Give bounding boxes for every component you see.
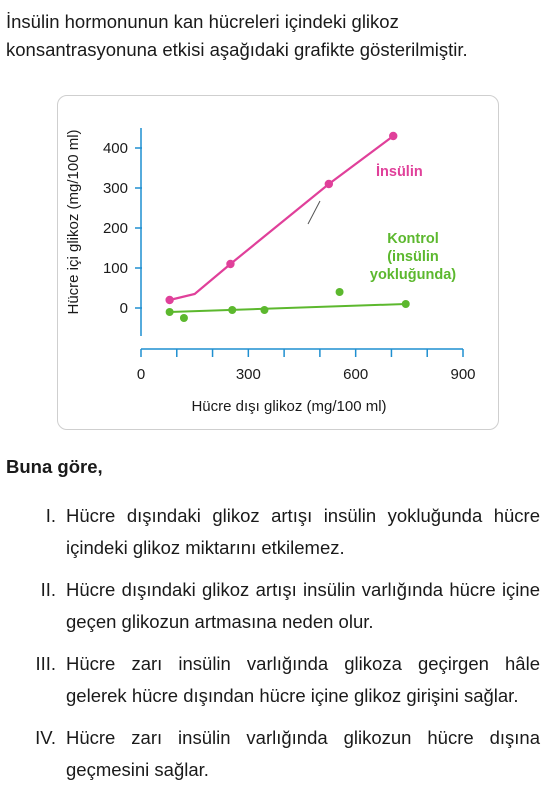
control-data-point (260, 306, 268, 314)
intro-text: İnsülin hormonunun kan hücreleri içindeki glikoz konsantrasyonuna etkisi aşağıdaki grafikte gösterilmiştir. (6, 11, 468, 60)
control-data-point (166, 308, 174, 316)
insulin-data-point (325, 180, 333, 188)
insulin-label-pointer (308, 201, 320, 224)
y-tick-label: 400 (102, 140, 128, 157)
option-number: I. (45, 505, 56, 526)
option-item-1 (0, 500, 546, 564)
option-item-4 (0, 722, 546, 786)
y-tick-label: 100 (102, 260, 128, 277)
option-item-2 (0, 574, 546, 638)
chart-panel (57, 95, 499, 430)
control-data-point (402, 300, 410, 308)
option-text: Hücre zarı insülin varlığında glikozun hücre dışına geçmesini sağlar. (66, 727, 540, 780)
option-list (0, 500, 546, 796)
x-tick-label: 600 (343, 366, 369, 383)
y-tick-label: 300 (102, 180, 128, 197)
option-number: IV. (35, 727, 56, 748)
insulin-data-point (389, 132, 397, 140)
option-number: III. (35, 653, 56, 674)
control-series-label: (insülin (387, 249, 439, 265)
insulin-series-label: İnsülin (376, 164, 423, 180)
y-tick-label: 200 (102, 220, 128, 237)
y-tick-label: 0 (119, 300, 128, 317)
option-text: Hücre dışındaki glikoz artışı insülin varlığında hücre içine geçen glikozun artmasına neden olur. (66, 579, 540, 632)
question-heading: Buna göre, (6, 456, 103, 477)
control-data-point (228, 306, 236, 314)
control-series-label: Kontrol (387, 231, 439, 247)
insulin-data-point (226, 260, 234, 268)
y-axis-label: Hücre içi glikoz (mg/100 ml) (65, 129, 82, 315)
control-series-label: yokluğunda) (369, 267, 457, 283)
control-data-point (336, 288, 344, 296)
option-item-3 (0, 648, 546, 712)
control-trend-line (170, 304, 406, 312)
x-axis-label: Hücre dışı glikoz (mg/100 ml) (191, 398, 387, 415)
x-tick-label: 300 (235, 366, 261, 383)
insulin-series-line (170, 136, 394, 300)
control-data-point (180, 314, 188, 322)
option-number: II. (40, 579, 56, 600)
x-tick-label: 0 (136, 366, 146, 383)
x-tick-label: 900 (450, 366, 476, 383)
insulin-data-point (165, 296, 173, 304)
glucose-chart (58, 96, 498, 429)
option-text: Hücre dışındaki glikoz artışı insülin yokluğunda hücre içindeki glikoz miktarını etkilemez. (66, 505, 540, 558)
option-text: Hücre zarı insülin varlığında glikoza geçirgen hâle gelerek hücre dışından hücre içine glikoz girişini sağlar. (66, 653, 540, 706)
